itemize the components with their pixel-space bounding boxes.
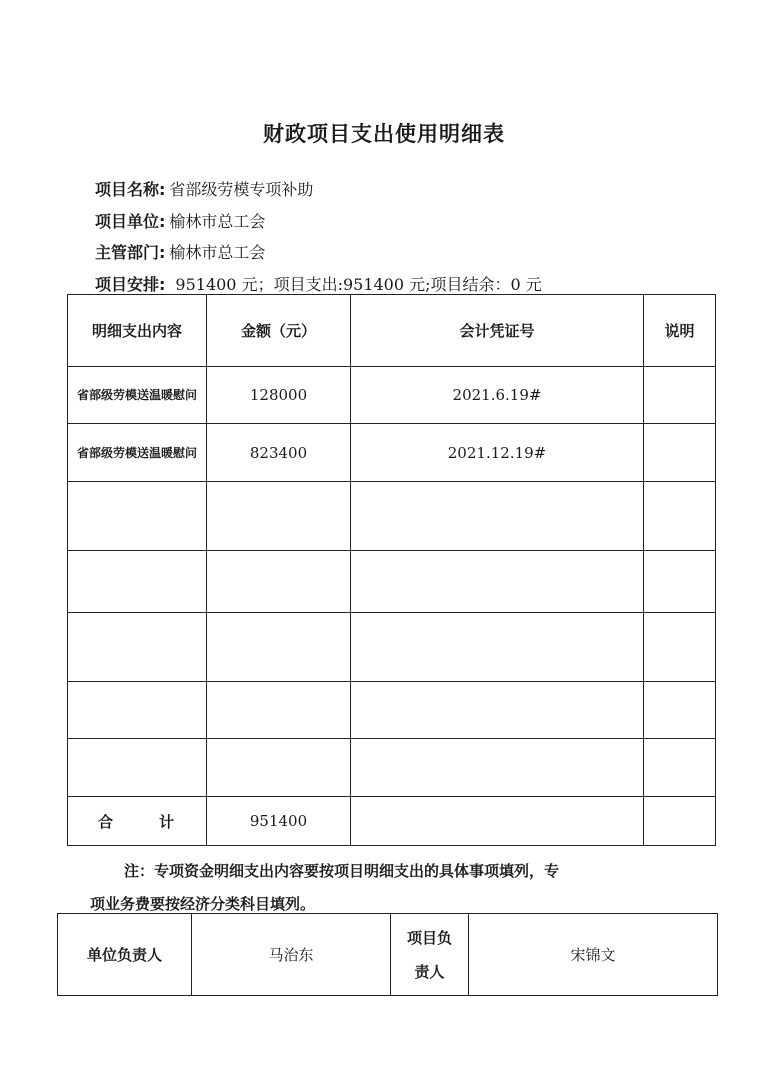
footnote-line-1: 注：专项资金明细支出内容要按项目明细支出的具体事项填列，专 — [124, 862, 560, 880]
table-row-empty — [68, 739, 716, 797]
header-voucher: 会计凭证号 — [351, 295, 644, 367]
row-note — [644, 367, 716, 424]
project-head-name: 宋锦文 — [469, 914, 718, 996]
arrangement-label: 项目安排: — [95, 275, 166, 294]
row-amount: 823400 — [207, 424, 351, 482]
supervisor-line — [95, 240, 265, 263]
row-amount: 128000 — [207, 367, 351, 424]
row-item: 省部级劳模送温暖慰问 — [68, 424, 207, 482]
total-label-a: 合 — [97, 812, 115, 831]
total-label-b: 计 — [159, 812, 177, 831]
unit-head-label: 单位负责人 — [58, 914, 192, 996]
project-unit-label: 项目单位: — [95, 212, 166, 231]
unit-head-name: 马治东 — [192, 914, 391, 996]
table-row-empty — [68, 551, 716, 613]
project-head-label-line-2: 责人 — [414, 962, 445, 981]
supervisor-value: 榆林市总工会 — [169, 243, 266, 262]
row-voucher: 2021.12.19# — [351, 424, 644, 482]
footnote-line-2: 项业务费要按经济分类科目填列。 — [90, 895, 316, 913]
table-row-empty — [68, 682, 716, 739]
row-item: 省部级劳模送温暖慰问 — [68, 367, 207, 424]
total-row — [68, 797, 716, 846]
supervisor-label: 主管部门: — [95, 243, 166, 262]
footnote — [90, 855, 700, 921]
table-header-row — [68, 295, 716, 367]
row-note — [644, 424, 716, 482]
project-name-label: 项目名称: — [95, 180, 166, 199]
expense-detail-table — [67, 294, 716, 846]
header-note: 说明 — [644, 295, 716, 367]
header-amount: 金额（元） — [207, 295, 351, 367]
table-row-empty — [68, 613, 716, 682]
page-title: 财政项目支出使用明细表 — [263, 122, 505, 146]
signature-table — [57, 913, 718, 996]
table-row — [68, 424, 716, 482]
project-name-line — [95, 177, 313, 200]
arrangement-line — [95, 272, 542, 295]
total-amount: 951400 — [207, 797, 351, 846]
row-voucher: 2021.6.19# — [351, 367, 644, 424]
table-row — [68, 367, 716, 424]
total-label — [68, 797, 207, 846]
table-row-empty — [68, 482, 716, 551]
arrangement-value: 951400 元；项目支出:951400 元;项目结余：0 元 — [175, 275, 542, 294]
project-head-label-line-1: 项目负 — [406, 928, 452, 947]
header-item: 明细支出内容 — [68, 295, 207, 367]
project-name-value: 省部级劳模专项补助 — [169, 180, 314, 199]
project-unit-line — [95, 209, 265, 232]
project-unit-value: 榆林市总工会 — [169, 212, 266, 231]
project-head-label — [391, 914, 469, 996]
